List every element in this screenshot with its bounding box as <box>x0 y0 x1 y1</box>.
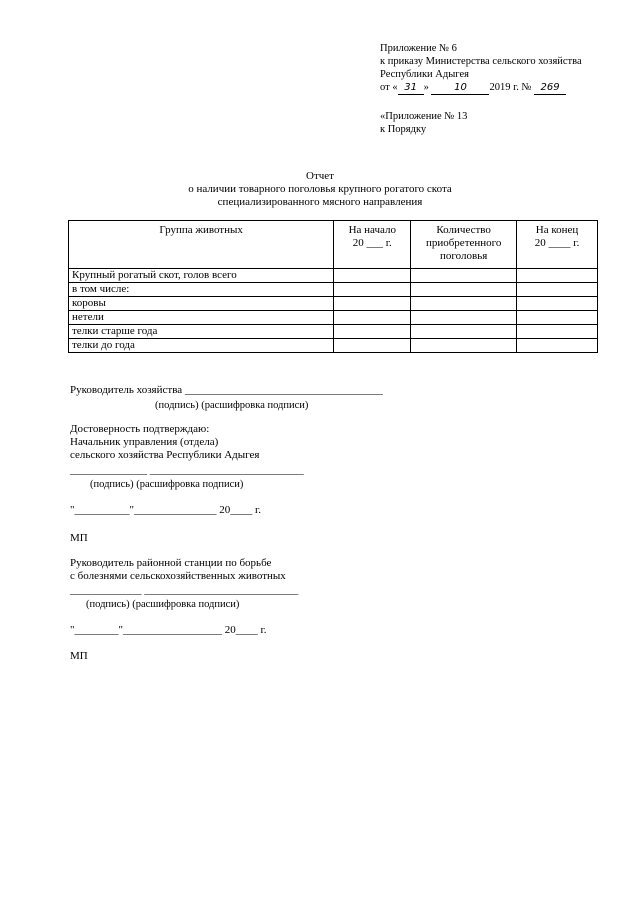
station-caption: (подпись) (расшифровка подписи) <box>86 599 240 610</box>
order-header-line: Приложение № 6 <box>380 43 457 54</box>
appendix-line: к Порядку <box>380 124 427 135</box>
cell-empty <box>411 311 517 325</box>
date-prefix: от « <box>380 82 398 93</box>
cell-empty <box>517 325 598 339</box>
handwritten-day: 31 <box>398 81 424 95</box>
report-title-line: о наличии товарного поголовья крупного рогатого скота <box>188 183 452 195</box>
station-title: с болезнями сельскохозяйственных животных <box>70 570 286 582</box>
row-label: телки старше года <box>69 325 334 339</box>
cell-empty <box>517 283 598 297</box>
order-date-line <box>380 81 582 95</box>
cell-empty <box>517 339 598 353</box>
chief-title: Начальник управления (отдела) <box>70 436 219 448</box>
cell-empty <box>334 297 411 311</box>
cell-empty <box>411 283 517 297</box>
handwritten-number: 269 <box>534 81 566 95</box>
cell-empty <box>411 269 517 283</box>
chief-signature-line: ______________ ____________________________ <box>70 464 304 476</box>
seal-mark: МП <box>70 650 88 662</box>
order-header-line: Республики Адыгея <box>380 69 469 80</box>
cell-empty <box>517 311 598 325</box>
header-start: На начало 20 ___ г. <box>334 221 411 269</box>
seal-mark: МП <box>70 532 88 544</box>
header-acquired: Количество приобретенного поголовья <box>411 221 517 269</box>
chief-caption: (подпись) (расшифровка подписи) <box>90 479 244 490</box>
confirm-label: Достоверность подтверждаю: <box>70 423 210 435</box>
station-signature-line: _____________ ____________________________ <box>70 584 299 596</box>
head-farm-caption: (подпись) (расшифровка подписи) <box>155 400 309 411</box>
cell-empty <box>334 311 411 325</box>
report-title-line: специализированного мясного направления <box>217 196 423 208</box>
appendix-line: «Приложение № 13 <box>380 111 468 122</box>
cell-empty <box>334 325 411 339</box>
chief-title: сельского хозяйства Республики Адыгея <box>70 449 260 461</box>
cell-empty <box>411 325 517 339</box>
order-header <box>380 42 582 95</box>
row-label: телки до года <box>69 339 334 353</box>
report-title <box>0 170 640 209</box>
table-row <box>69 269 598 283</box>
cell-empty <box>411 297 517 311</box>
chief-date-line: "__________"_______________ 20____ г. <box>70 504 262 516</box>
header-end: На конец 20 ____ г. <box>517 221 598 269</box>
report-title-line: Отчет <box>306 170 334 182</box>
head-farm-signature-line: Руководитель хозяйства ____________________________________ <box>70 384 383 396</box>
cell-empty <box>411 339 517 353</box>
cell-empty <box>517 297 598 311</box>
row-label: Крупный рогатый скот, голов всего <box>69 269 334 283</box>
station-date-line: "________"__________________ 20____ г. <box>70 624 267 636</box>
table-header-row <box>69 221 598 269</box>
row-label: коровы <box>69 297 334 311</box>
table-row <box>69 283 598 297</box>
header-group: Группа животных <box>69 221 334 269</box>
row-label: нетели <box>69 311 334 325</box>
cell-empty <box>334 283 411 297</box>
table-row <box>69 311 598 325</box>
date-quote: » <box>423 82 429 93</box>
table-row <box>69 297 598 311</box>
row-label: в том числе: <box>69 283 334 297</box>
cell-empty <box>517 269 598 283</box>
cell-empty <box>334 269 411 283</box>
handwritten-month: 10 <box>431 81 489 95</box>
livestock-table <box>68 220 598 353</box>
order-header-line: к приказу Министерства сельского хозяйства <box>380 56 582 67</box>
date-year: 2019 г. № <box>489 82 532 93</box>
station-title: Руководитель районной станции по борьбе <box>70 557 272 569</box>
table-row <box>69 339 598 353</box>
table-row <box>69 325 598 339</box>
cell-empty <box>334 339 411 353</box>
appendix-header <box>380 110 467 136</box>
